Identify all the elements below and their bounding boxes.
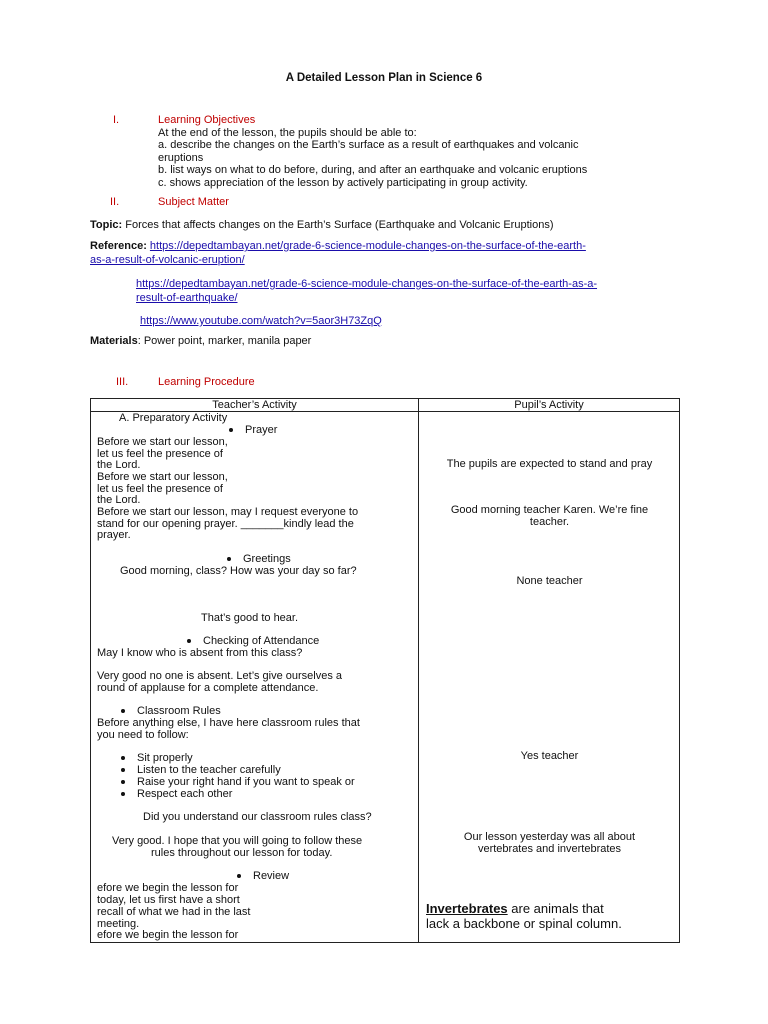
pupil-response: Our lesson yesterday was all about [463, 831, 636, 843]
materials-line [90, 335, 311, 347]
bullet-icon [237, 874, 241, 878]
rule-label: Listen to the teacher carefully [137, 764, 281, 776]
teacher-text: Before we start our lesson, [97, 436, 228, 448]
reference-line [90, 240, 586, 252]
table-row [91, 412, 680, 943]
topic-text: Forces that affects changes on the Earth’s Surface (Earthquake and Volcanic Eruptions) [125, 219, 554, 231]
teacher-text: Did you understand our classroom rules class? [143, 811, 372, 823]
objective-b: b. list ways on what to do before, during, and after an earthquake and volcanic eruptions [158, 164, 588, 176]
greetings-item [227, 553, 291, 565]
objectives-intro: At the end of the lesson, the pupils should be able to: [158, 127, 417, 139]
teacher-text: meeting. [97, 918, 140, 930]
teacher-text: you need to follow: [97, 729, 189, 741]
pupil-activity-cell [419, 412, 680, 943]
teacher-activity-cell [91, 412, 419, 943]
rule-label: Respect each other [137, 788, 233, 800]
reference-link-1[interactable]: https://depedtambayan.net/grade-6-science-module-changes-on-the-surface-of-the-earth- [149, 240, 586, 252]
teacher-text: That’s good to hear. [201, 612, 299, 624]
invertebrates-def-text: are animals that [507, 901, 604, 916]
procedure-heading: Learning Procedure [158, 376, 255, 388]
reference-link-1-cont[interactable]: as-a-result-of-volcanic-eruption/ [90, 254, 245, 266]
bullet-icon [121, 792, 125, 796]
reference-link-2-cont[interactable]: result-of-earthquake/ [136, 292, 238, 304]
materials-text: : Power point, marker, manila paper [137, 335, 312, 347]
topic-line [90, 219, 553, 231]
teacher-text: today, let us first have a short [97, 894, 240, 906]
list-item [121, 752, 193, 764]
pupil-response: teacher. [529, 516, 570, 528]
teacher-text: let us feel the presence of [97, 483, 223, 495]
reference-link-2[interactable]: https://depedtambayan.net/grade-6-science-module-changes-on-the-surface-of-the-earth-as-a- [136, 278, 598, 290]
bullet-icon [121, 780, 125, 784]
classroom-rules-item [121, 705, 221, 717]
teacher-text: recall of what we had in the last [97, 906, 251, 918]
invertebrates-definition [426, 901, 604, 916]
bullet-icon [187, 639, 191, 643]
bullet-icon [121, 709, 125, 713]
teacher-text: the Lord. [97, 459, 141, 471]
list-item [121, 788, 232, 800]
bullet-icon [227, 557, 231, 561]
reference-link-3[interactable]: https://www.youtube.com/watch?v=5aor3H73ZqQ [140, 315, 382, 327]
table-header-row [91, 399, 680, 412]
rule-label: Raise your right hand if you want to speak or [137, 776, 355, 788]
objective-c: c. shows appreciation of the lesson by actively participating in group activity. [158, 177, 528, 189]
teacher-text: rules throughout our lesson for today. [151, 847, 333, 859]
objective-a-line2: eruptions [158, 152, 204, 164]
teacher-text: prayer. [97, 529, 131, 541]
review-item [237, 870, 289, 882]
pupil-response: Good morning teacher Karen. We’re fine [450, 504, 649, 516]
bullet-icon [121, 756, 125, 760]
preparatory-activity: A. Preparatory Activity [119, 412, 228, 424]
greetings-label: Greetings [243, 553, 291, 565]
classroom-rules-label: Classroom Rules [137, 705, 221, 717]
teacher-activity-header: Teacher’s Activity [91, 399, 419, 412]
prayer-label: Prayer [245, 424, 278, 436]
teacher-text: efore we begin the lesson for [97, 882, 239, 894]
rule-label: Sit properly [137, 752, 193, 764]
attendance-label: Checking of Attendance [203, 635, 320, 647]
section-number-3: III. [116, 376, 129, 388]
section-number-2: II. [110, 196, 120, 208]
teacher-text: Before we start our lesson, may I request everyone to [97, 506, 359, 518]
list-item [121, 776, 355, 788]
teacher-text: Before anything else, I have here classroom rules that [97, 717, 360, 729]
objectives-heading: Learning Objectives [158, 114, 256, 126]
teacher-text: efore we begin the lesson for [97, 929, 239, 941]
list-item [121, 764, 281, 776]
teacher-text: stand for our opening prayer. _______kindly lead the [97, 518, 354, 530]
prayer-item [229, 424, 277, 436]
materials-label: Materials [90, 335, 138, 347]
section-number-1: I. [113, 114, 120, 126]
pupil-response: None teacher [516, 575, 583, 587]
teacher-text: Very good no one is absent. Let’s give ourselves a [97, 670, 343, 682]
topic-label: Topic: [90, 219, 123, 231]
teacher-text: Before we start our lesson, [97, 471, 228, 483]
reference-label: Reference: [90, 240, 147, 252]
pupil-response: Yes teacher [520, 750, 579, 762]
invertebrates-term: Invertebrates [426, 901, 508, 916]
pupil-activity-header: Pupil’s Activity [419, 399, 680, 412]
lesson-procedure-table [90, 398, 680, 943]
teacher-text: let us feel the presence of [97, 448, 223, 460]
objective-a-line1: a. describe the changes on the Earth’s surface as a result of earthquakes and volcanic [158, 139, 579, 151]
teacher-text: May I know who is absent from this class? [97, 647, 303, 659]
pupil-response: The pupils are expected to stand and pray [446, 458, 653, 470]
document-title: A Detailed Lesson Plan in Science 6 [285, 72, 483, 84]
teacher-text: the Lord. [97, 494, 141, 506]
teacher-text: Very good. I hope that you will going to follow these [112, 835, 363, 847]
teacher-text: Good morning, class? How was your day so far? [120, 565, 357, 577]
pupil-response: vertebrates and invertebrates [477, 843, 622, 855]
bullet-icon [121, 768, 125, 772]
review-label: Review [253, 870, 290, 882]
attendance-item [187, 635, 319, 647]
invertebrates-definition-cont: lack a backbone or spinal column. [426, 916, 622, 931]
subject-heading: Subject Matter [158, 196, 229, 208]
teacher-text: round of applause for a complete attendance. [97, 682, 319, 694]
bullet-icon [229, 428, 233, 432]
